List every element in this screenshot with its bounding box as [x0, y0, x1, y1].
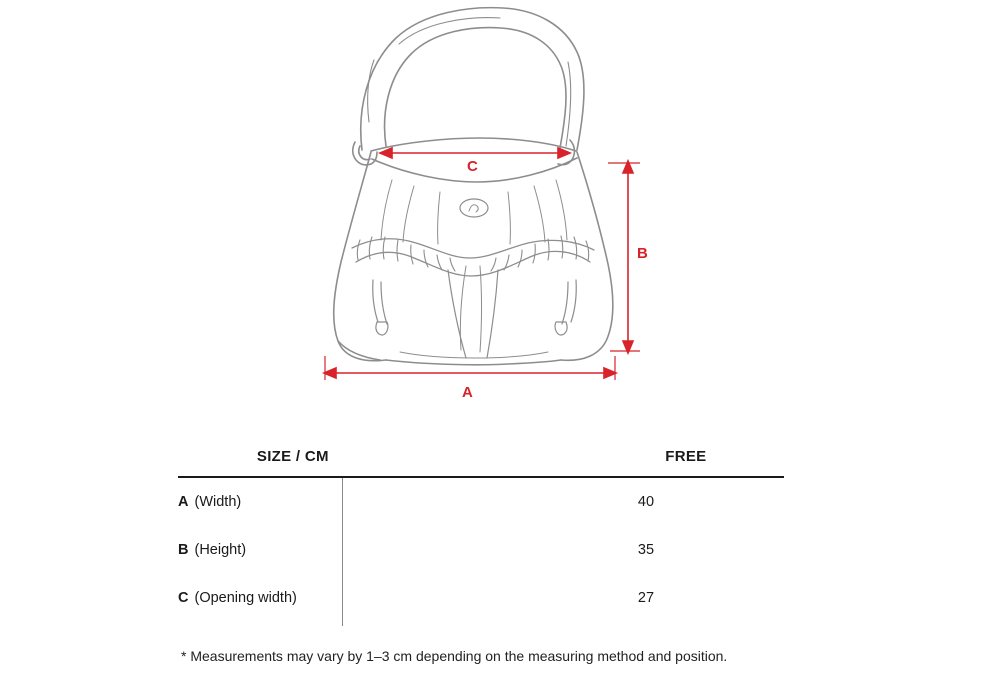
row-name-c: (Opening width): [194, 590, 297, 606]
row-label-a: [178, 478, 508, 526]
table-vertical-divider: [342, 478, 343, 626]
size-table-body-grid: [178, 478, 784, 622]
size-table-grid: [178, 440, 784, 472]
dimension-label-c: C: [467, 158, 478, 175]
table-body-wrapper: [178, 478, 784, 622]
row-value-b: 35: [637, 542, 655, 558]
size-table-head: [178, 440, 784, 472]
table-row: [178, 526, 784, 574]
row-value-a: 40: [637, 494, 655, 510]
table-header-row: [178, 440, 784, 472]
row-label-b: [178, 526, 508, 574]
size-table-body: [178, 478, 784, 622]
header-free: FREE: [665, 447, 707, 465]
dimension-label-b: B: [637, 245, 648, 262]
header-size-cm: SIZE / CM: [256, 447, 329, 465]
row-name-a: (Width): [194, 494, 242, 510]
row-letter-c: C: [178, 590, 189, 606]
row-letter-b: B: [178, 542, 189, 558]
size-table: [178, 440, 784, 622]
table-row: [178, 478, 784, 526]
measurement-footnote: * Measurements may vary by 1–3 cm depending on the measuring method and position.: [181, 648, 728, 664]
table-row: [178, 574, 784, 622]
row-letter-a: A: [178, 494, 189, 510]
row-name-b: (Height): [194, 542, 247, 558]
dimension-label-a: A: [462, 384, 473, 401]
row-label-c: [178, 574, 508, 622]
row-value-c: 27: [637, 590, 655, 606]
